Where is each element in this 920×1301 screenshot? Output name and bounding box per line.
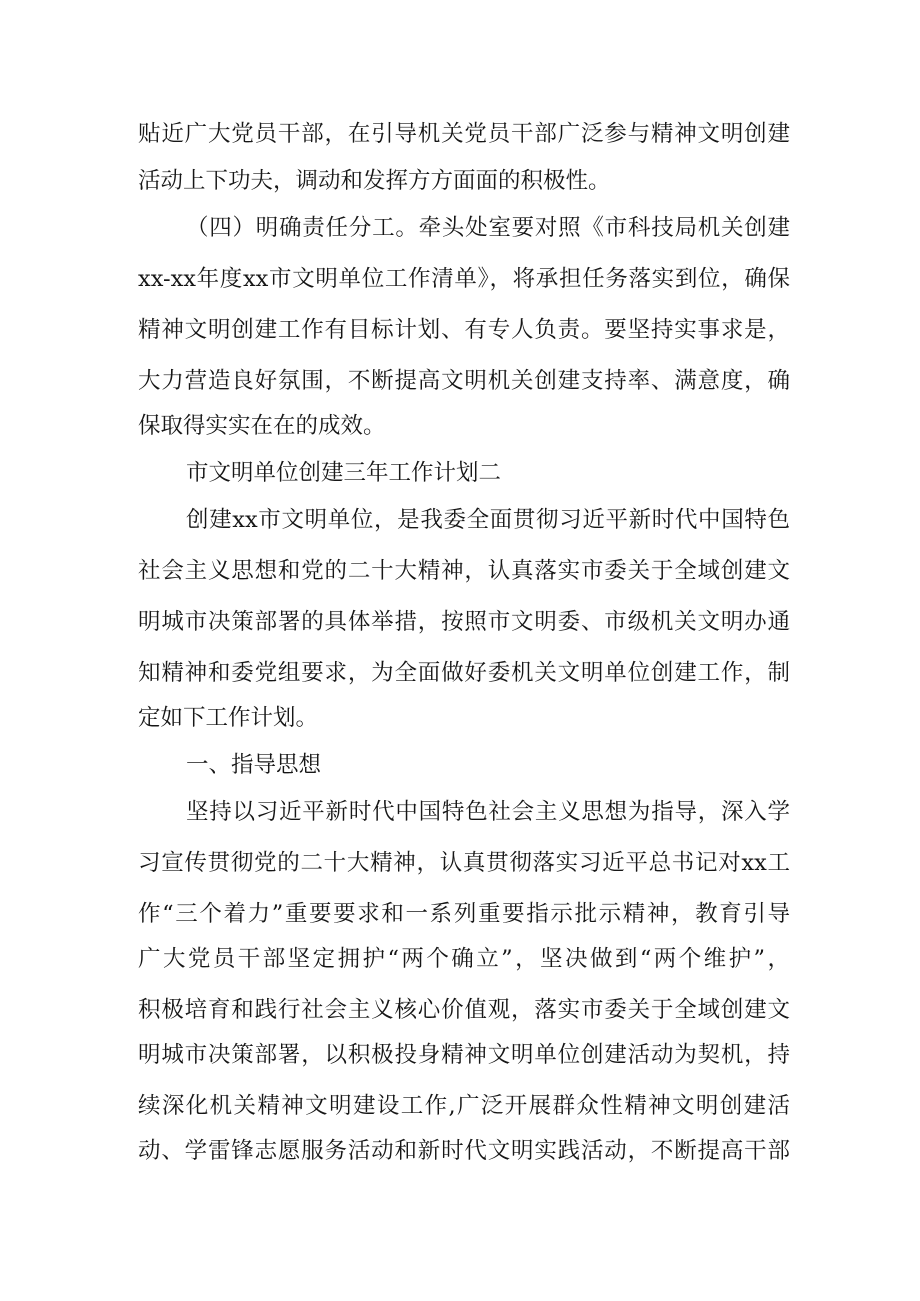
text-line: 创建xx市文明单位，是我委全面贯彻习近平新时代中国特色 [186, 507, 790, 533]
text-line: 定如下工作计划。 [138, 705, 319, 731]
text-line: 大力营造良好氛围，不断提高文明机关创建支持率、满意度，确 [138, 368, 790, 394]
text-line: 知精神和委党组要求，为全面做好委机关文明单位创建工作，制 [138, 660, 790, 686]
text-line: 动、学雷锋志愿服务活动和新时代文明实践活动，不断提高干部 [138, 1138, 790, 1164]
text-line: 作“三个着力”重要要求和一系列重要指示批示精神，教育引导 [138, 901, 790, 927]
text-line: 贴近广大党员干部，在引导机关党员干部广泛参与精神文明创建 [138, 121, 790, 147]
text-line: 续深化机关精神文明建设工作,广泛开展群众性精神文明创建活 [138, 1093, 790, 1119]
text-line: 积极培育和践行社会主义核心价值观，落实市委关于全域创建文 [138, 997, 790, 1023]
text-line: 明城市决策部署的具体举措，按照市文明委、市级机关文明办通 [138, 609, 790, 635]
text-line: 社会主义思想和党的二十大精神，认真落实市委关于全域创建文 [138, 558, 790, 584]
text-line: xx-xx年度xx市文明单位工作清单》，将承担任务落实到位，确保 [138, 266, 790, 292]
section-heading: 一、指导思想 [186, 752, 322, 778]
text-line: 活动上下功夫，调动和发挥方方面面的积极性。 [138, 168, 611, 194]
text-line: 精神文明创建工作有目标计划、有专人负责。要坚持实事求是， [138, 317, 790, 343]
section-title: 市文明单位创建三年工作计划二 [186, 460, 502, 486]
text-line: 坚持以习近平新时代中国特色社会主义思想为指导，深入学 [186, 799, 790, 825]
paragraph-heading: （四）明确责任分工。牵头处室要对照《市科技局机关创建 [186, 215, 790, 241]
text-line: 习宣传贯彻党的二十大精神，认真贯彻落实习近平总书记对xx工 [138, 850, 790, 876]
text-line: 明城市决策部署，以积极投身精神文明单位创建活动为契机，持 [138, 1042, 790, 1068]
text-line: 广大党员干部坚定拥护“两个确立”，坚决做到“两个维护”， [138, 946, 790, 972]
text-line: 保取得实实在在的成效。 [138, 413, 386, 439]
